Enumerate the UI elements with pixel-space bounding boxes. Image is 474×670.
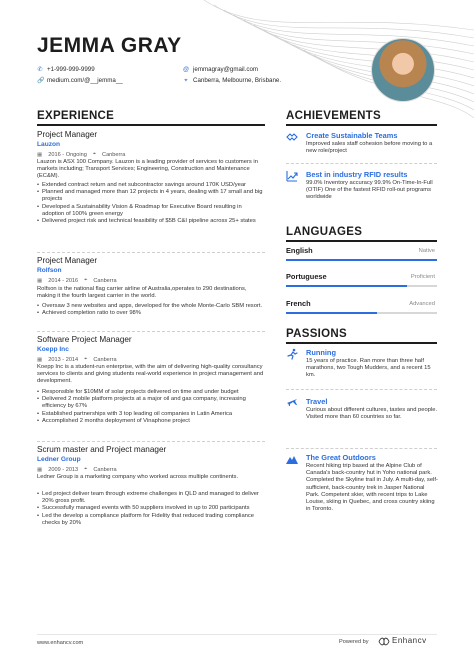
company-name: Lauzon — [37, 141, 61, 148]
job-dates: 2016 - Ongoing — [48, 151, 87, 158]
language-bar — [286, 312, 437, 314]
link-icon: 🔗 — [37, 77, 45, 84]
list-item: • Led project deliver team through extreme challenges in QLD and managed to deliver 20% gross profit. — [37, 491, 265, 505]
job-achievements — [37, 303, 265, 317]
passion-title: Running — [306, 348, 336, 357]
list-item: • Successfully managed events with 50 suppliers involved in up to 200 participants — [37, 505, 265, 512]
divider — [286, 389, 437, 390]
language-level: Proficient — [410, 274, 435, 280]
divider — [286, 163, 437, 164]
plane-icon — [286, 396, 298, 408]
job-location: Canberra — [93, 466, 117, 473]
job-achievements — [37, 491, 265, 527]
candidate-name: JEMMA GRAY — [37, 34, 182, 57]
job-title: Scrum master and Project manager — [37, 445, 167, 454]
list-item: • Planned and managed more than 12 projects in 4 years, dealing with 17 small and big projects — [37, 189, 265, 203]
achievement-title: Best in industry RFID results — [306, 170, 408, 179]
divider — [286, 448, 437, 449]
company-description: Rolfson is the national flag carrier airline of Australia,operates to 290 destinations, making it the fourth largest carrier in the world. — [37, 286, 247, 300]
divider — [37, 331, 265, 332]
location-text: Canberra, Melbourne, Brisbane. — [193, 77, 282, 84]
passion-description: 15 years of practice. Ran more than three half marathons, two Tough Mudders, and a recent 15 km. — [306, 358, 431, 379]
job-location: Canberra — [93, 356, 117, 363]
job-title: Software Project Manager — [37, 335, 132, 344]
language-name: French — [286, 299, 311, 308]
language-bar-fill — [286, 259, 437, 261]
list-item: • Oversaw 3 new websites and apps, developed for the whole Monte-Carlo SBM resort. — [37, 303, 265, 310]
footer-rule — [37, 634, 437, 635]
list-item: • Established partnerships with 3 top leading oil companies in Latin America — [37, 411, 265, 418]
list-item: • Delivered 2 mobile platform projects at a major oil and gas company, increasing efficiency by 67% — [37, 396, 265, 410]
passion-description: Curious about different cultures, tastes and people. Visited more than 60 countries so far. — [306, 407, 438, 421]
passions-rule — [286, 342, 437, 344]
passion-description: Recent hiking trip based at the Alpine Club of Canada's back-country hut in Yoho national park. Completed the Skyline trail in July. A multi-day, self-sufficient, back-country trek in Jasper National Park. Competent skier, with recent trips to Lake Louise, skiing in Quebec, and cross country skiing in Toronto. — [306, 463, 438, 513]
footer — [0, 634, 474, 670]
calendar-icon: ▦ — [37, 466, 43, 473]
company-name: Rolfson — [37, 267, 62, 274]
website[interactable] — [37, 77, 123, 84]
achievement-description: Improved sales staff cohesion before moving to a new role/project — [306, 141, 433, 155]
experience-heading: EXPERIENCE — [37, 110, 115, 122]
powered-by-label: Powered by — [339, 639, 369, 645]
job-achievements — [37, 182, 265, 225]
experience-rule — [37, 124, 265, 126]
job-dates: 2014 - 2016 — [48, 277, 79, 284]
company-description: Lauzon is ASX 100 Company. Lauzon is a leading provider of services to customers in markets including; Transport Services; Engineering, Construction and Maintenance (EC&M). — [37, 159, 258, 180]
running-icon — [286, 348, 298, 360]
list-item: • Responsible for $10MM of solar projects delivered on time and under budget — [37, 389, 265, 396]
company-name: Koepp Inc — [37, 346, 69, 353]
achievement-title: Create Sustainable Teams — [306, 131, 398, 140]
location-pin-icon: ⌖ — [184, 77, 188, 84]
profile-photo — [371, 38, 435, 102]
job-meta — [37, 151, 125, 158]
language-bar-fill — [286, 285, 407, 287]
language-bar — [286, 259, 437, 261]
language-bar-fill — [286, 312, 377, 314]
job-meta — [37, 466, 117, 473]
passion-title: The Great Outdoors — [306, 453, 376, 462]
languages-rule — [286, 240, 437, 242]
divider — [37, 441, 265, 442]
job-achievements — [37, 389, 265, 425]
email-text[interactable]: jemmagray@gmail.com — [193, 66, 259, 73]
job-location: Canberra — [102, 151, 126, 158]
language-name: English — [286, 246, 313, 255]
job-meta — [37, 277, 117, 284]
list-item: • Achieved completion ratio to over 98% — [37, 310, 265, 317]
calendar-icon: ▦ — [37, 151, 43, 158]
list-item: • Led the develop a compliance platform for Fidelity that reduced trading compliance checks by 20% — [37, 513, 265, 527]
website-text[interactable]: medium.com/@__jemma__ — [47, 77, 123, 84]
company-description: Koepp Inc is a student-run enterprise, with the aim of delivering high-quality consultancy services to clients and giving students real-world experience in project management and development. — [37, 364, 264, 385]
list-item: • Developed a Sustainability Vision & Roadmap for Executive Board resulting in adoption of 100% green energy — [37, 204, 265, 218]
footer-url[interactable]: www.enhancv.com — [37, 640, 84, 646]
calendar-icon: ▦ — [37, 356, 43, 363]
passions-heading: PASSIONS — [286, 328, 347, 340]
language-name: Portuguese — [286, 272, 327, 281]
phone-icon: ✆ — [37, 66, 43, 73]
language-bar — [286, 285, 437, 287]
languages-heading: LANGUAGES — [286, 226, 363, 238]
trend-up-icon — [286, 170, 298, 182]
passion-title: Travel — [306, 397, 328, 406]
achievement-description: 99.0% Inventory accuracy 99.9% On-Time-In-Full (OTIF) One of the fastest RFID roll-out programs worldwide — [306, 180, 433, 201]
brand-name[interactable]: Enhancv — [392, 636, 427, 645]
phone-text: +1-999-999-9999 — [47, 66, 95, 73]
job-meta — [37, 356, 117, 363]
at-icon: @ — [183, 66, 190, 73]
job-title: Project Manager — [37, 130, 98, 139]
location-pin-icon: ⌖ — [84, 356, 88, 362]
language-level: Native — [418, 248, 435, 254]
list-item: • Delivered project risk and technical feasibility of $5B C&I pipeline across 25+ states — [37, 218, 265, 225]
divider — [37, 252, 265, 253]
mountain-icon — [286, 453, 298, 465]
enhancv-logo-icon — [378, 637, 390, 646]
location — [183, 77, 281, 84]
achievements-heading: ACHIEVEMENTS — [286, 110, 381, 122]
job-location: Canberra — [93, 277, 117, 284]
calendar-icon: ▦ — [37, 277, 43, 284]
location-pin-icon: ⌖ — [84, 466, 88, 472]
company-name: Ledner Group — [37, 456, 81, 463]
list-item: • Extended contract return and net subcontractor savings around 170K USD/year — [37, 182, 265, 189]
job-title: Project Manager — [37, 256, 98, 265]
location-pin-icon: ⌖ — [84, 277, 88, 283]
list-item: • Accomplished 2 months deployment of Vinaphone project — [37, 418, 265, 425]
language-level: Advanced — [409, 301, 435, 307]
job-dates: 2013 - 2014 — [48, 356, 79, 363]
location-pin-icon: ⌖ — [92, 151, 97, 157]
email[interactable] — [183, 66, 258, 73]
phone — [37, 66, 95, 73]
company-description: Ledner Group is a marketing company who worked across multiple continents. — [37, 474, 239, 480]
job-dates: 2009 - 2013 — [48, 466, 79, 473]
achievements-rule — [286, 124, 437, 126]
handshake-icon — [286, 131, 298, 143]
